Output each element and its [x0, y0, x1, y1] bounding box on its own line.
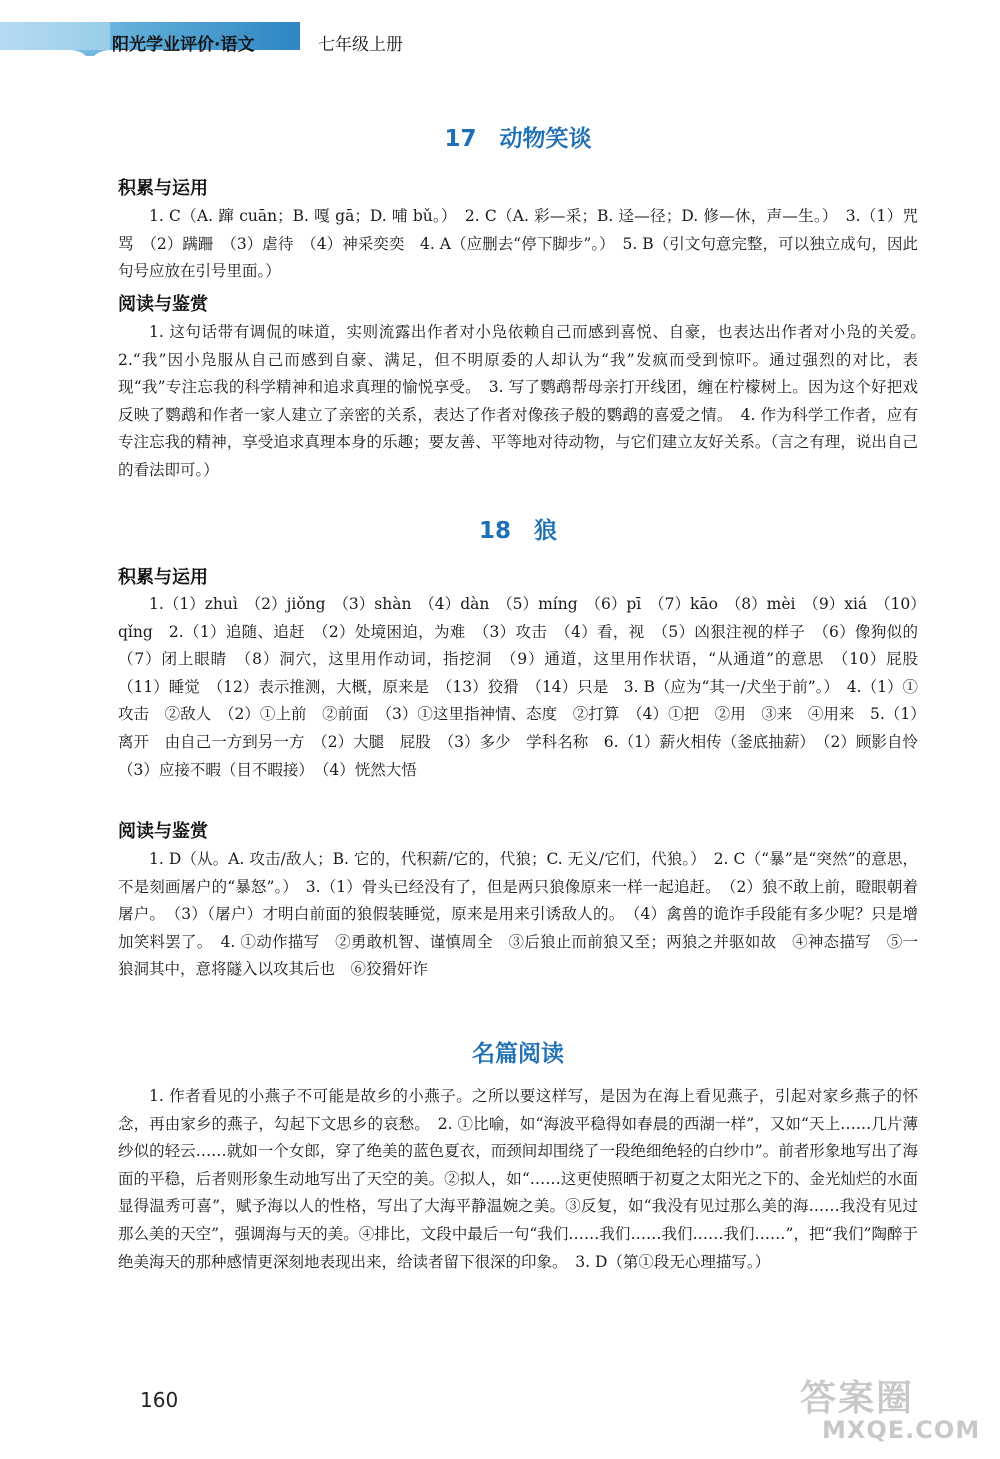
page-number: 160 [140, 1388, 179, 1412]
lesson-18-accumulation-heading: 积累与运用 [118, 567, 208, 588]
lesson-17-reading-answers: 1. 这句话带有调侃的味道，实则流露出作者对小凫依赖自己而感到喜悦、自豪，也表达出作者对小凫的关爱。 2.“我”因小凫服从自己而感到自豪、满足，但不明原委的人却认为“我”发疯而受到惊吓。通过强烈的对比，表现“我”专注忘我的科学精神和追求真理的愉悦享受。 3. 写了鹦鹉帮母亲打开线团，缠在柠檬树上。因为这个好把戏反映了鹦鹉和作者一家人建立了亲密的关系，表达了作者对像孩子般的鹦鹉的喜爱之情。 4. 作为科学工作者，应有专注忘我的精神，享受追求真理本身的乐趣；要友善、平等地对待动物，与它们建立友好关系。（言之有理，说出自己的看法即可。） [118, 323, 934, 479]
famous-reading-answers: 1. 作者看见的小燕子不可能是故乡的小燕子。之所以要这样写，是因为在海上看见燕子，引起对家乡燕子的怀念，再由家乡的燕子，勾起下文思乡的哀愁。 2. ①比喻，如“海波平稳得如春晨的西湖一样”，又如“天上……几片薄纱似的轻云……就如一个女郎，穿了绝美的蓝色夏衣，而颈间却围绕了一段绝细绝轻的白纱巾”。前者形象地写出了海面的平稳，后者则形象生动地写出了天空的美。②拟人，如“……这更使照晒于初夏之太阳光之下的、金光灿烂的水面显得温秀可喜”，赋予海以人的性格，写出了大海平静温婉之美。③反复，如“我没有见过那么美的海……我没有见过那么美的天空”，强调海与天的美。④排比，文段中最后一句“我们……我们……我们……我们……”，把“我们”陶醉于绝美海天的那种感情更深刻地表现出来，给读者留下很深的印象。 3. D（第①段无心理描写。） [118, 1087, 918, 1271]
lesson-18-title: 18 狼 [478, 518, 557, 544]
watermark-url-text: MXQE.COM [822, 1416, 981, 1444]
watermark-main-text: 答案圈 [800, 1378, 915, 1419]
lesson-17-accumulation-heading: 积累与运用 [118, 178, 208, 199]
lesson-18-reading-heading: 阅读与鉴赏 [118, 821, 208, 842]
grade-label: 七年级上册 [318, 35, 403, 55]
lesson-17-title: 17 动物笑谈 [444, 126, 592, 152]
famous-reading-title: 名篇阅读 [472, 1041, 564, 1067]
lesson-18-reading-answers: 1. D（从。A. 攻击/敌人；B. 它的，代积薪/它的，代狼；C. 无义/它们，代狼。） 2. C（“暴”是“突然”的意思，不是刻画屠户的“暴怒”。） 3.（1）骨头已经没有了，但是两只狼像原来一样一起追赶。 （2）狼不敢上前，瞪眼朝着屠户。 （3）（屠户）才明白前面的狼假装睡觉，原来是用来引诱敌人的。 （4）禽兽的诡诈手段能有多少呢？只是增加笑料罢了。 4. ①动作描写 ②勇敢机智、谨慎周全 ③后狼止而前狼又至；两狼之并驱如故 ④神态描写 ⑤一狼洞其中，意将隧入以攻其后也 ⑥狡猾奸诈 [118, 850, 918, 979]
lesson-17-reading-heading: 阅读与鉴赏 [118, 294, 208, 315]
book-title: 阳光学业评价·语文 [112, 35, 255, 55]
watermark-logo [800, 1370, 990, 1452]
lesson-18-accumulation-answers: 1.（1）zhuì （2）jiǒng （3）shàn （4）dàn （5）míng （6）pī （7）kāo （8）mèi （9）xiá （10）qǐng 2.（1）追随、追赶 （2）处境困迫，为难 （3）攻击 （4）看，视 （5）凶狠注视的样子 （6）像狗似的 （7）闭上眼睛 （8）洞穴，这里用作动词，指挖洞 （9）通道，这里用作状语，“从通道”的意思 （10）屁股 （11）睡觉 （12）表示推测，大概，原来是 （13）狡猾 （14）只是 3. B（应为“其一/犬坐于前”。） 4.（1）①攻击 ②敌人 （2）①上前 ②前面 （3）①这里指神情、态度 ②打算 （4）①把 ②用 ③来 ④用来 5.（1）离开 由自己一方到另一方 （2）大腿 屁股 （3）多少 学科名称 6.（1）薪火相传（釜底抽薪） （2）顾影自怜 （3）应接不暇（目不暇接） （4）恍然大悟 [118, 595, 934, 779]
lesson-17-accumulation-answers: 1. C（A. 蹿 cuān；B. 嘎 gā；D. 哺 bǔ。） 2. C（A. 彩—采；B. 迳—径；D. 修—休，声—生。） 3.（1）咒骂 （2）蹒跚 （3）虐待 （4）神采奕奕 4. A（应删去“停下脚步”。） 5. B（引文句意完整，可以独立成句，因此句号应放在引号里面。） [118, 207, 918, 281]
